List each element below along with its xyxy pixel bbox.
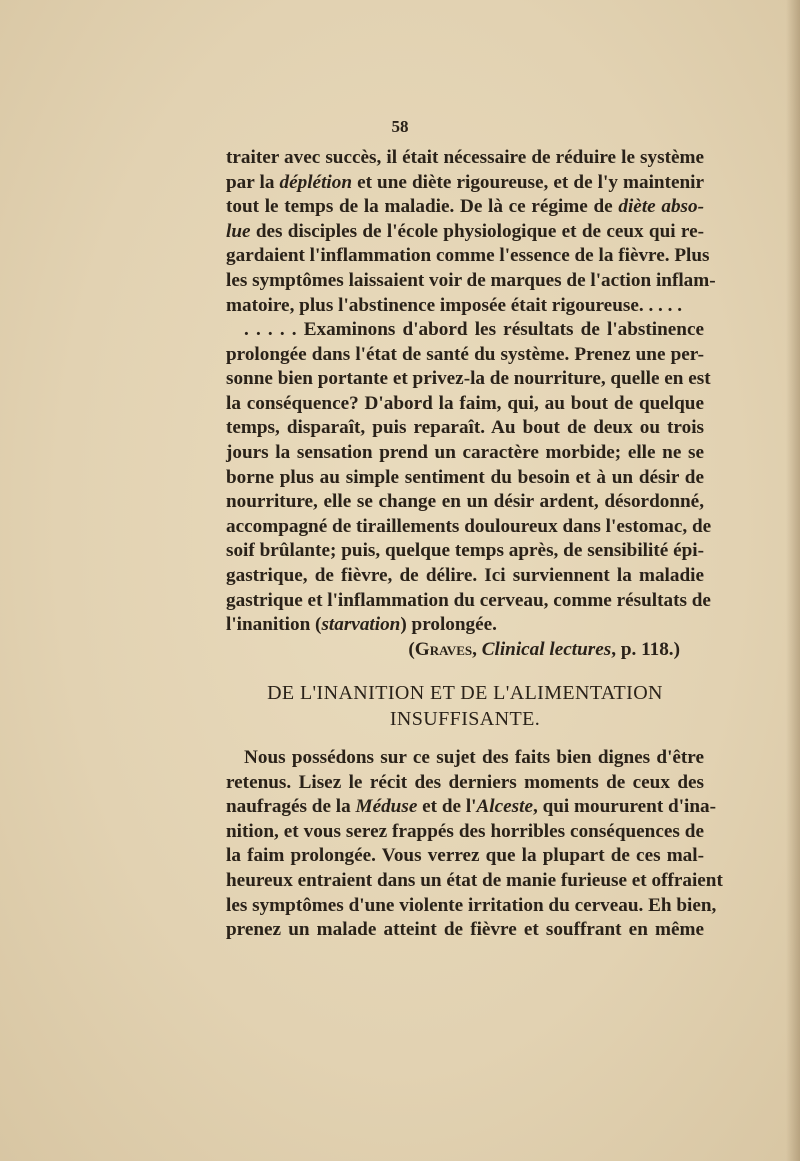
text-run: la faim prolongée. Vous verrez que la plupart de ces mal-	[226, 845, 704, 867]
text-line	[226, 244, 710, 269]
text-line	[226, 918, 704, 943]
text-line: la conséquence? D'abord la faim, qui, au bout de quelque	[226, 392, 704, 414]
text-run: gardaient l'inflammation comme l'essence de la fièvre. Plus	[226, 245, 710, 267]
text-line: gastrique, de fièvre, de délire. Ici surviennent la maladie	[226, 564, 704, 586]
text-line: soif brûlante; puis, quelque temps après, de sensibilité épi-	[226, 540, 704, 562]
text-line	[226, 269, 716, 294]
text-line	[226, 195, 704, 220]
text-line	[226, 746, 704, 771]
text-run: , qui moururent d'ina-	[532, 796, 717, 818]
text-run: les symptômes d'une violente irritation du cerveau. Eh bien,	[226, 894, 717, 916]
text-line	[226, 171, 704, 196]
text-line: temps, disparaît, puis reparaît. Au bout de deux ou trois	[226, 417, 704, 439]
paragraph-1	[226, 146, 716, 318]
italic-term: lue	[226, 220, 251, 242]
text-run: matoire, plus l'abstinence imposée était rigoureuse. . . . .	[226, 294, 683, 316]
text-run: tout le temps de la maladie. De là ce régime de	[226, 196, 619, 218]
text-line	[226, 613, 704, 638]
text-run: des disciples de l'école physiologique et de ceux qui re-	[250, 220, 704, 242]
text-line	[226, 146, 704, 171]
text-line: accompagné de tiraillements douloureux dans l'estomac, de	[226, 515, 712, 537]
page-edge-shadow	[786, 0, 800, 1161]
italic-term: diète abso-	[618, 196, 704, 218]
section-heading	[226, 680, 704, 732]
text-line	[226, 220, 704, 245]
paragraph-2	[226, 318, 712, 662]
text-run: ) prolongée.	[400, 614, 497, 636]
text-line	[226, 820, 704, 845]
text-line	[226, 795, 717, 820]
text-run: et une diète rigoureuse, et de l'y maintenir	[352, 171, 704, 193]
heading-line-1: DE L'INANITION ET DE L'ALIMENTATION	[267, 682, 663, 704]
text-line: sonne bien portante et privez-la de nourriture, quelle en est	[226, 368, 711, 390]
text-run: nition, et vous serez frappés des horribles conséquences de	[226, 820, 704, 842]
text-line: nourriture, elle se change en un désir ardent, désordonné,	[226, 491, 704, 513]
text-line: prolongée dans l'état de santé du système. Prenez une per-	[226, 343, 704, 365]
paragraph-3	[226, 746, 723, 943]
citation	[226, 638, 704, 663]
text-run: heureux entraient dans un état de manie furieuse et offraient	[226, 869, 723, 891]
text-line: borne plus au simple sentiment du besoin et à un désir de	[226, 466, 704, 488]
citation-title: Clinical lectures	[481, 638, 612, 660]
text-run: et de l'	[417, 796, 477, 818]
text-line	[226, 771, 704, 796]
text-run: retenus. Lisez le récit des derniers moments de ceux des	[226, 771, 704, 793]
heading-line-2: INSUFFISANTE.	[389, 708, 541, 730]
text-line: gastrique et l'inflammation du cerveau, comme résultats de	[226, 589, 711, 611]
citation-separator: ,	[472, 638, 482, 660]
italic-term: Méduse	[355, 796, 418, 818]
text-line: . . . . . Examinons d'abord les résultats de l'abstinence	[244, 319, 704, 340]
text-run: traiter avec succès, il était nécessaire de réduire le système	[226, 147, 704, 168]
text-line	[226, 844, 704, 869]
page-number: 58	[391, 117, 409, 136]
text-line	[226, 894, 717, 919]
text-run: l'inanition (	[226, 614, 322, 636]
text-line: jours la sensation prend un caractère morbide; elle ne se	[226, 441, 704, 463]
italic-term: Alceste	[476, 796, 533, 818]
citation-author: Graves	[414, 638, 473, 660]
text-run: les symptômes laissaient voir de marques de l'action inflam-	[226, 269, 716, 291]
text-run: prenez un malade atteint de fièvre et souffrant en même	[226, 919, 704, 941]
italic-term: déplétion	[279, 171, 352, 193]
text-run: Nous possédons sur ce sujet des faits bien dignes d'être	[244, 747, 704, 768]
text-run: naufragés de la	[226, 796, 356, 818]
text-line	[226, 869, 723, 894]
text-line	[226, 294, 704, 319]
citation-open: (	[408, 638, 415, 660]
text-run: par la	[226, 171, 280, 193]
citation-page: , p. 118.)	[611, 638, 680, 660]
italic-term: starvation	[321, 614, 401, 636]
